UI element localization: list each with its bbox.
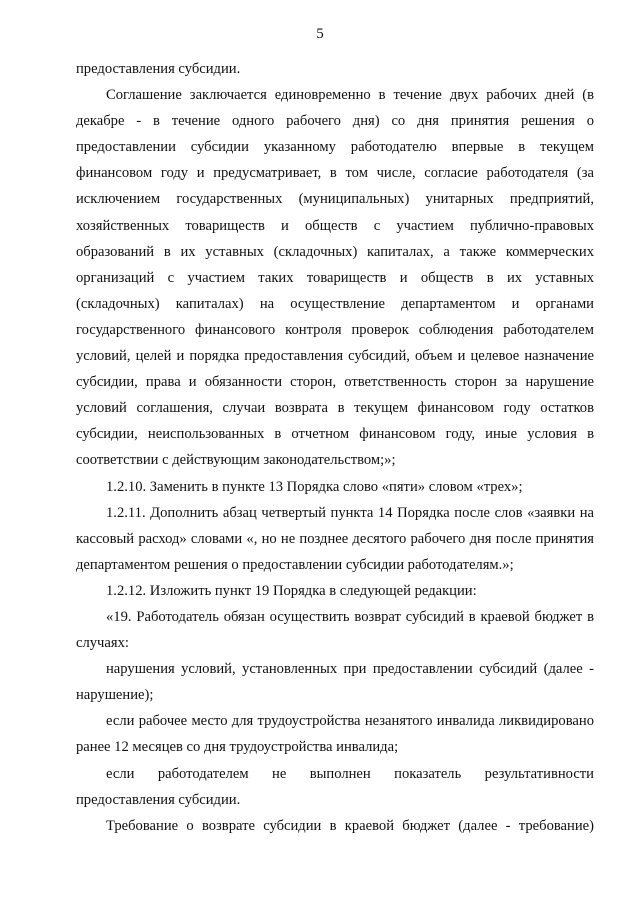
paragraph: Требование о возврате субсидии в краевой бюджет (далее - требование) (106, 817, 594, 834)
document-body (76, 56, 594, 839)
paragraph: «19. Работодатель обязан осуществить возврат субсидий в краевой бюджет в случаях: (76, 608, 594, 652)
paragraph: предоставления субсидии. (76, 61, 241, 77)
paragraph: 1.2.11. Дополнить абзац четвертый пункта 14 Порядка после слов «заявки на кассовый расход» словами «, но не позднее десятого рабочего дня после принятия департаментом решения о предоставлении субсидии работодателям.»; (76, 504, 594, 573)
paragraph: Соглашение заключается единовременно в течение двух рабочих дней (в декабре - в течение одного рабочего дня) со дня принятия решения о предоставлении субсидии указанному работодателю впервые в текущем финансовом году и предусматривает, в том числе, согласие работодателя (за исключением государственных (муниципальных) унитарных предприятий, хозяйственных товариществ и обществ с участием публично-правовых образований в их уставных (складочных) капиталах, а также коммерческих организаций с участием таких товариществ и обществ в их уставных (складочных) капиталах) на осуществление департаментом и органами государственного финансового контроля проверок соблюдения работодателем условий, целей и порядка предоставления субсидий, объем и целевое назначение субсидии, права и обязанности сторон, ответственность сторон за нарушение условий соглашения, случаи возврата в текущем финансовом году остатков субсидии, неиспользованных в отчетном финансовом году, иные условия в соответствии с действующим законодательством;»; (76, 87, 594, 469)
paragraph: 1.2.12. Изложить пункт 19 Порядка в следующей редакции: (106, 582, 477, 599)
paragraph: 1.2.10. Заменить в пункте 13 Порядка слово «пяти» словом «трех»; (106, 478, 523, 495)
paragraph: если рабочее место для трудоустройства незанятого инвалида ликвидировано ранее 12 месяцев со дня трудоустройства инвалида; (76, 713, 594, 756)
paragraph: нарушения условий, установленных при предоставлении субсидий (далее - нарушение); (76, 661, 594, 704)
page-number: 5 (316, 26, 324, 42)
paragraph: если работодателем не выполнен показатель результативности предоставления субсидии. (76, 765, 594, 808)
